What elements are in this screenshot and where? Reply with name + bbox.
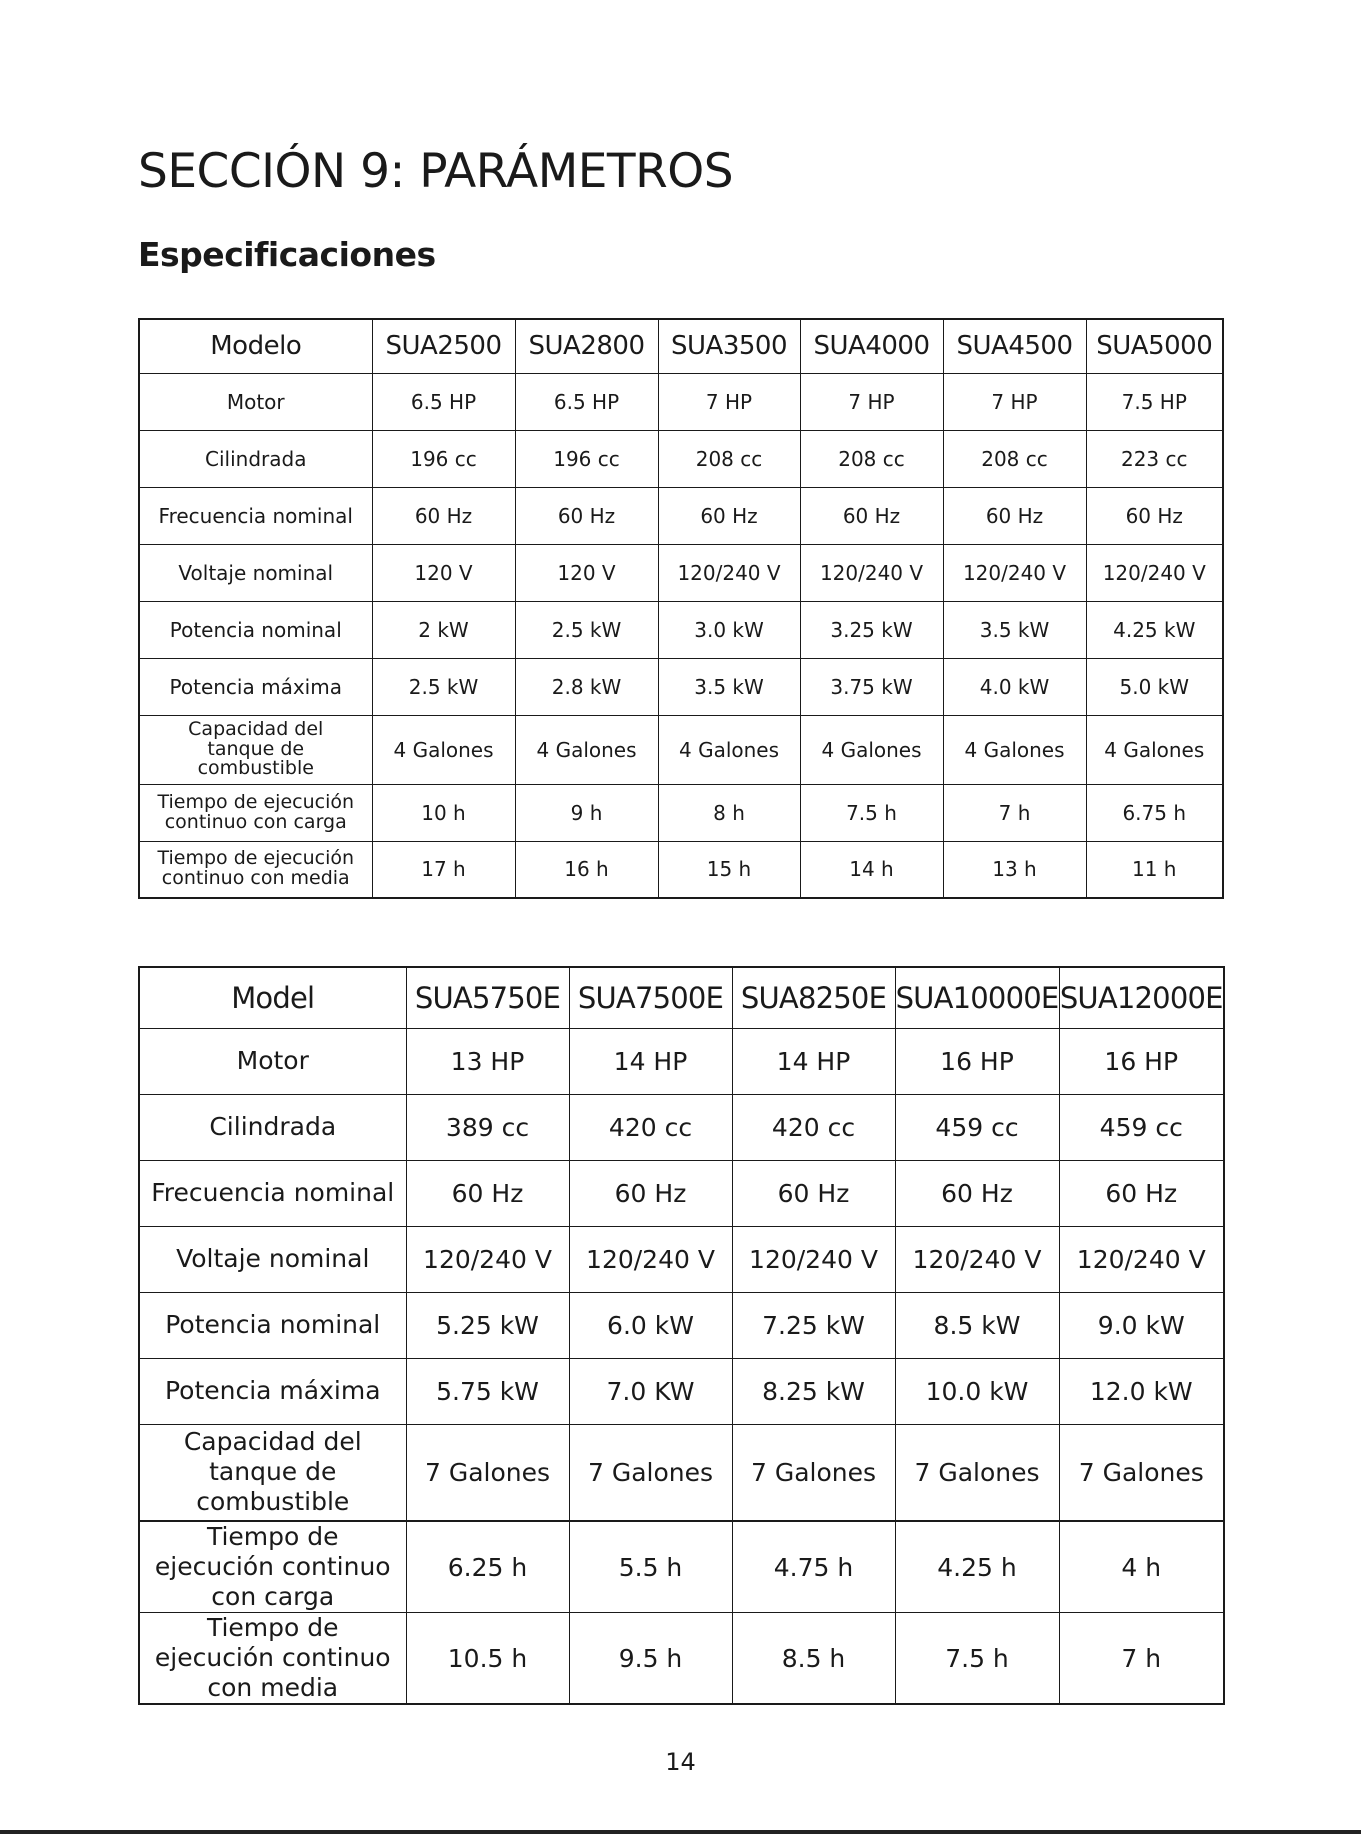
table-cell: 60 Hz — [1086, 487, 1223, 544]
table-cell: 7 HP — [800, 373, 943, 430]
row-label: Cilindrada — [139, 1094, 406, 1160]
table-cell: 6.0 kW — [569, 1292, 732, 1358]
table-cell: 2 kW — [372, 601, 515, 658]
table-cell: 7.5 h — [800, 784, 943, 841]
table-cell: 4 Galones — [1086, 715, 1223, 784]
table-cell: 10.0 kW — [895, 1358, 1059, 1424]
table-row — [139, 487, 1223, 544]
table-cell: 2.5 kW — [515, 601, 658, 658]
table-cell: 17 h — [372, 841, 515, 898]
row-label: Tiempo de ejecución continuo con media — [139, 1613, 406, 1705]
table-cell: 120/240 V — [1086, 544, 1223, 601]
table-row — [139, 841, 1223, 898]
row-label: Motor — [139, 373, 372, 430]
table-header-row — [139, 967, 1224, 1028]
table-cell: 5.25 kW — [406, 1292, 569, 1358]
table-cell: 8 h — [658, 784, 800, 841]
table-cell: 60 Hz — [943, 487, 1086, 544]
table-cell: 208 cc — [658, 430, 800, 487]
header-cell: SUA12000E — [1059, 967, 1224, 1028]
spec-table-small-models — [138, 318, 1224, 899]
table-cell: 6.75 h — [1086, 784, 1223, 841]
table-cell: 10.5 h — [406, 1613, 569, 1705]
table-row — [139, 1358, 1224, 1424]
row-label: Potencia nominal — [139, 1292, 406, 1358]
row-label: Frecuencia nominal — [139, 1160, 406, 1226]
table-cell: 120/240 V — [895, 1226, 1059, 1292]
row-label: Voltaje nominal — [139, 544, 372, 601]
section-subtitle: Especificaciones — [138, 235, 436, 274]
table-cell: 208 cc — [800, 430, 943, 487]
table-cell: 14 HP — [732, 1028, 895, 1094]
table-cell: 5.75 kW — [406, 1358, 569, 1424]
table-cell: 7.5 h — [895, 1613, 1059, 1705]
table-cell: 4 Galones — [372, 715, 515, 784]
table-cell: 8.5 kW — [895, 1292, 1059, 1358]
table-cell: 420 cc — [732, 1094, 895, 1160]
table-cell: 4 h — [1059, 1521, 1224, 1613]
table-cell: 16 HP — [895, 1028, 1059, 1094]
table-cell: 60 Hz — [406, 1160, 569, 1226]
table-cell: 120/240 V — [943, 544, 1086, 601]
table-row — [139, 715, 1223, 784]
row-label: Capacidad del tanque de combustible — [139, 715, 372, 784]
table-cell: 4.25 h — [895, 1521, 1059, 1613]
header-cell: SUA4500 — [943, 319, 1086, 373]
table-cell: 4.25 kW — [1086, 601, 1223, 658]
table-row — [139, 601, 1223, 658]
table-cell: 60 Hz — [732, 1160, 895, 1226]
header-cell: Modelo — [139, 319, 372, 373]
header-cell: SUA5000 — [1086, 319, 1223, 373]
table-cell: 60 Hz — [1059, 1160, 1224, 1226]
row-label: Potencia nominal — [139, 601, 372, 658]
row-label: Capacidad del tanque de combustible — [139, 1424, 406, 1521]
table-cell: 13 HP — [406, 1028, 569, 1094]
header-cell: SUA3500 — [658, 319, 800, 373]
table-cell: 10 h — [372, 784, 515, 841]
table-cell: 5.0 kW — [1086, 658, 1223, 715]
table-cell: 2.5 kW — [372, 658, 515, 715]
table-cell: 459 cc — [895, 1094, 1059, 1160]
header-cell: SUA2800 — [515, 319, 658, 373]
table-cell: 60 Hz — [800, 487, 943, 544]
table-cell: 120/240 V — [732, 1226, 895, 1292]
table-cell: 3.5 kW — [943, 601, 1086, 658]
table-cell: 11 h — [1086, 841, 1223, 898]
table-row — [139, 658, 1223, 715]
table-cell: 120/240 V — [800, 544, 943, 601]
table-cell: 60 Hz — [895, 1160, 1059, 1226]
table-cell: 4 Galones — [943, 715, 1086, 784]
row-label: Frecuencia nominal — [139, 487, 372, 544]
table-cell: 7 Galones — [895, 1424, 1059, 1521]
table-cell: 120/240 V — [406, 1226, 569, 1292]
table-header-row — [139, 319, 1223, 373]
table-row — [139, 1424, 1224, 1521]
table-cell: 8.5 h — [732, 1613, 895, 1705]
table-cell: 7 HP — [943, 373, 1086, 430]
table-row — [139, 784, 1223, 841]
table-cell: 60 Hz — [515, 487, 658, 544]
table-cell: 14 HP — [569, 1028, 732, 1094]
table-cell: 15 h — [658, 841, 800, 898]
row-label: Potencia máxima — [139, 658, 372, 715]
table-cell: 3.0 kW — [658, 601, 800, 658]
table-cell: 5.5 h — [569, 1521, 732, 1613]
table-cell: 9.0 kW — [1059, 1292, 1224, 1358]
table-row — [139, 1613, 1224, 1705]
table-cell: 120/240 V — [1059, 1226, 1224, 1292]
table-cell: 9.5 h — [569, 1613, 732, 1705]
table-cell: 6.25 h — [406, 1521, 569, 1613]
header-cell: SUA7500E — [569, 967, 732, 1028]
row-label: Tiempo de ejecución continuo con carga — [139, 1521, 406, 1613]
page-number: 14 — [665, 1748, 696, 1776]
table-cell: 6.5 HP — [515, 373, 658, 430]
table-cell: 7 Galones — [1059, 1424, 1224, 1521]
table-row — [139, 1521, 1224, 1613]
table-cell: 4.75 h — [732, 1521, 895, 1613]
table-cell: 7 Galones — [732, 1424, 895, 1521]
table-row — [139, 1028, 1224, 1094]
table-cell: 4 Galones — [800, 715, 943, 784]
table-cell: 459 cc — [1059, 1094, 1224, 1160]
table-cell: 7 Galones — [406, 1424, 569, 1521]
table-row — [139, 1160, 1224, 1226]
table-cell: 7 HP — [658, 373, 800, 430]
table-cell: 208 cc — [943, 430, 1086, 487]
table-cell: 4.0 kW — [943, 658, 1086, 715]
table-cell: 8.25 kW — [732, 1358, 895, 1424]
table-cell: 223 cc — [1086, 430, 1223, 487]
header-cell: SUA10000E — [895, 967, 1059, 1028]
table-cell: 14 h — [800, 841, 943, 898]
table-cell: 7.25 kW — [732, 1292, 895, 1358]
page-title: SECCIÓN 9: PARÁMETROS — [138, 144, 734, 199]
table-cell: 7 h — [943, 784, 1086, 841]
table-cell: 16 HP — [1059, 1028, 1224, 1094]
row-label: Cilindrada — [139, 430, 372, 487]
table-cell: 60 Hz — [658, 487, 800, 544]
table-cell: 3.75 kW — [800, 658, 943, 715]
table-cell: 120 V — [515, 544, 658, 601]
table-row — [139, 1094, 1224, 1160]
header-cell: Model — [139, 967, 406, 1028]
table-cell: 120/240 V — [658, 544, 800, 601]
header-cell: SUA4000 — [800, 319, 943, 373]
table-cell: 2.8 kW — [515, 658, 658, 715]
table-row — [139, 544, 1223, 601]
table-cell: 4 Galones — [515, 715, 658, 784]
header-cell: SUA8250E — [732, 967, 895, 1028]
table-row — [139, 1292, 1224, 1358]
table-row — [139, 1226, 1224, 1292]
table-cell: 7.0 KW — [569, 1358, 732, 1424]
bottom-rule — [0, 1830, 1361, 1834]
row-label: Potencia máxima — [139, 1358, 406, 1424]
table-cell: 12.0 kW — [1059, 1358, 1224, 1424]
table-cell: 196 cc — [515, 430, 658, 487]
table-cell: 60 Hz — [372, 487, 515, 544]
table-cell: 196 cc — [372, 430, 515, 487]
table-cell: 6.5 HP — [372, 373, 515, 430]
header-cell: SUA5750E — [406, 967, 569, 1028]
spec-table-large-models — [138, 966, 1225, 1705]
table-cell: 120 V — [372, 544, 515, 601]
table-cell: 7 Galones — [569, 1424, 732, 1521]
row-label: Voltaje nominal — [139, 1226, 406, 1292]
table-cell: 120/240 V — [569, 1226, 732, 1292]
row-label: Motor — [139, 1028, 406, 1094]
table-row — [139, 373, 1223, 430]
table-cell: 60 Hz — [569, 1160, 732, 1226]
table-cell: 3.25 kW — [800, 601, 943, 658]
table-row — [139, 430, 1223, 487]
header-cell: SUA2500 — [372, 319, 515, 373]
table-cell: 7.5 HP — [1086, 373, 1223, 430]
table-cell: 16 h — [515, 841, 658, 898]
table-cell: 420 cc — [569, 1094, 732, 1160]
table-cell: 389 cc — [406, 1094, 569, 1160]
table-cell: 4 Galones — [658, 715, 800, 784]
table-cell: 7 h — [1059, 1613, 1224, 1705]
row-label: Tiempo de ejecución continuo con carga — [139, 784, 372, 841]
table-cell: 13 h — [943, 841, 1086, 898]
row-label: Tiempo de ejecución continuo con media — [139, 841, 372, 898]
table-cell: 9 h — [515, 784, 658, 841]
table-cell: 3.5 kW — [658, 658, 800, 715]
